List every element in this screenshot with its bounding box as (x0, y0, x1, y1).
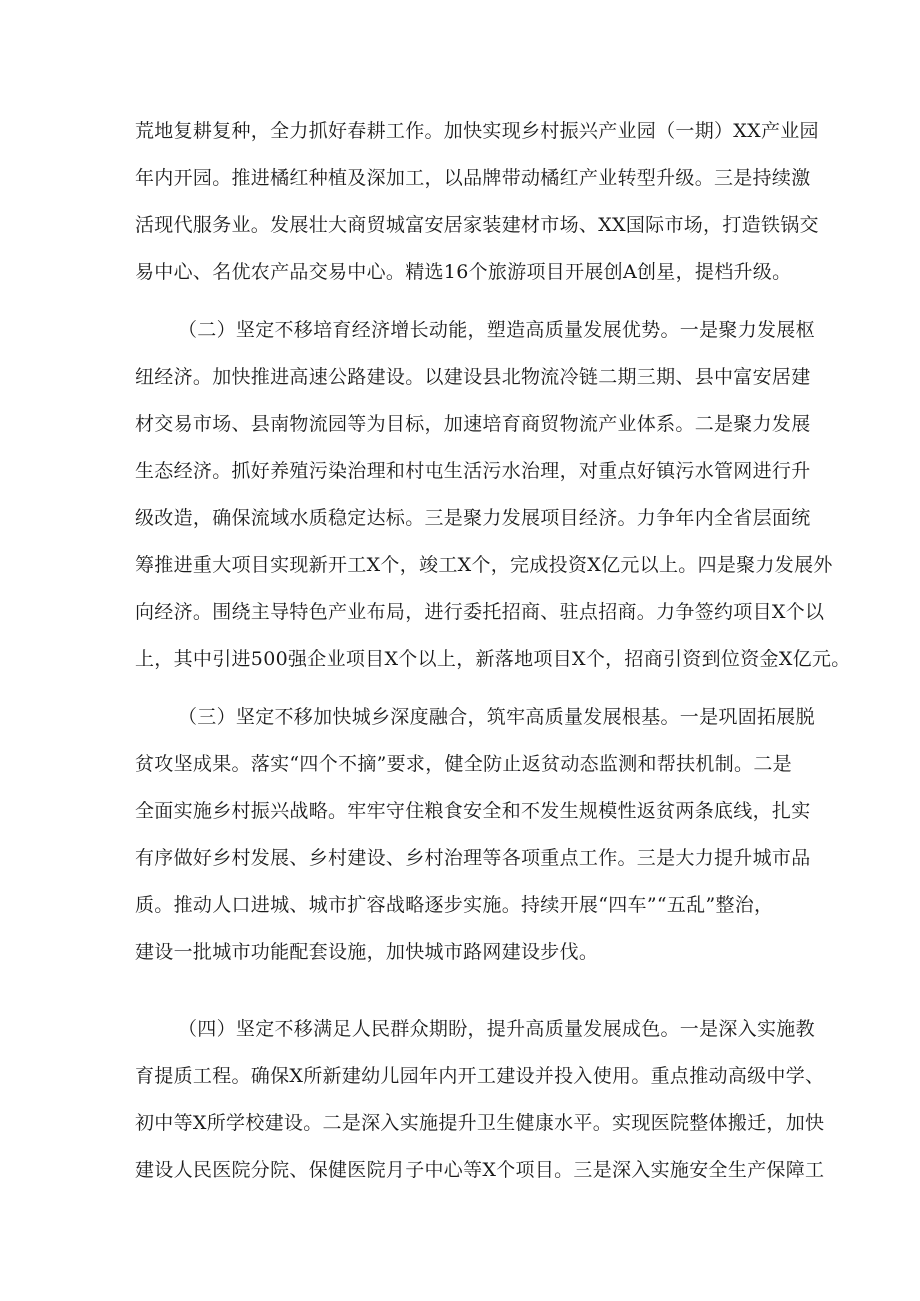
text-line: （四）坚定不移满足人民群众期盼，提升高质量发展成色。一是深入实施教 (178, 1018, 815, 1040)
text-line: 建设人民医院分院、保健医院月子中心等X个项目。三是深入实施安全生产保障工 (135, 1159, 825, 1181)
text-line: 全面实施乡村振兴战略。牢牢守住粮食安全和不发生规模性返贫两条底线，扎实 (135, 800, 811, 822)
text-line: 建设一批城市功能配套设施，加快城市路网建设步伐。 (135, 941, 599, 963)
text-line: 育提质工程。确保X所新建幼儿园年内开工建设并投入使用。重点推动高级中学、 (135, 1065, 825, 1087)
text-line: 上，其中引进500强企业项目X个以上，新落地项目X个，招商引资到位资金X亿元。 (135, 648, 851, 670)
text-line: 活现代服务业。发展壮大商贸城富安居家装建材市场、XX国际市场，打造铁锅交 (135, 214, 819, 236)
text-line: 材交易市场、县南物流园等为目标，加速培育商贸物流产业体系。二是聚力发展 (135, 413, 811, 435)
text-line: 有序做好乡村发展、乡村建设、乡村治理等各项重点工作。三是大力提升城市品 (135, 847, 811, 869)
text-line: 质。推动人口进城、城市扩容战略逐步实施。持续开展“四车”“五乱”整治， (135, 894, 774, 916)
text-line: 易中心、名优农产品交易中心。精选16个旅游项目开展创A创星，提档升级。 (135, 261, 792, 283)
text-line: 贫攻坚成果。落实“四个不摘”要求，健全防止返贫动态监测和帮扶机制。二是 (135, 753, 792, 775)
text-line: （二）坚定不移培育经济增长动能，塑造高质量发展优势。一是聚力发展枢 (178, 319, 815, 341)
text-line: 年内开园。推进橘红种植及深加工，以品牌带动橘红产业转型升级。三是持续激 (135, 167, 811, 189)
text-line: 生态经济。抓好养殖污染治理和村屯生活污水治理，对重点好镇污水管网进行升 (135, 460, 811, 482)
text-line: （三）坚定不移加快城乡深度融合，筑牢高质量发展根基。一是巩固拓展脱 (178, 706, 815, 728)
text-line: 纽经济。加快推进高速公路建设。以建设县北物流冷链二期三期、县中富安居建 (135, 366, 811, 388)
text-line: 向经济。围绕主导特色产业布局，进行委托招商、驻点招商。力争签约项目X个以 (135, 601, 825, 623)
text-line: 初中等X所学校建设。二是深入实施提升卫生健康水平。实现医院整体搬迁，加快 (135, 1112, 825, 1134)
text-line: 筹推进重大项目实现新开工X个，竣工X个，完成投资X亿元以上。四是聚力发展外 (135, 554, 833, 576)
text-line: 级改造，确保流域水质稳定达标。三是聚力发展项目经济。力争年内全省层面统 (135, 507, 811, 529)
text-line: 荒地复耕复种，全力抓好春耕工作。加快实现乡村振兴产业园（一期）XX产业园 (135, 120, 819, 142)
